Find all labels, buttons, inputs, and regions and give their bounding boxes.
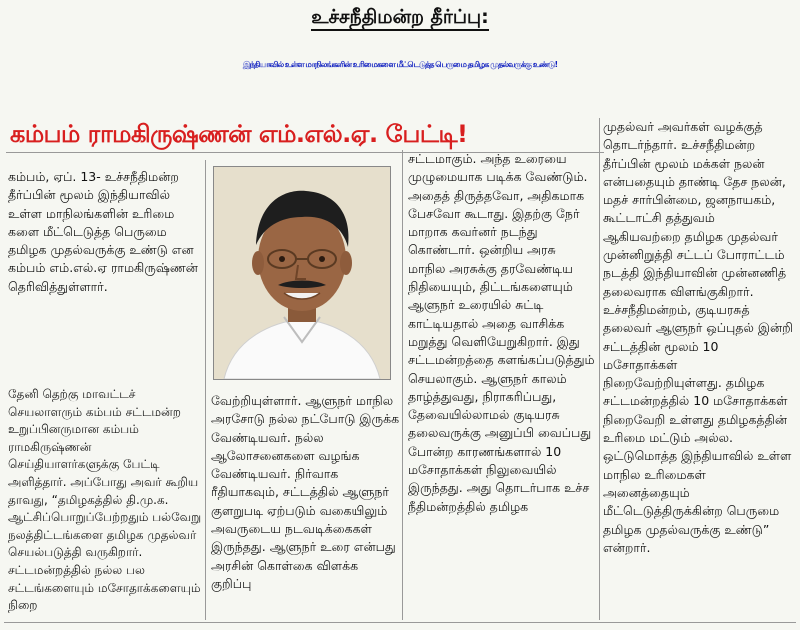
article-paragraph: முதல்வர் அவர்கள் வழக்குத் தொடர்ந்தார். உச்சநீதிமன்ற தீர்ப்பின் மூலம் மக்கள் நலன் என்பதையும் தாண்டி தேச நலன், மதச் சார்பின்மை, ஜனநாயகம், கூட்டாட்சி தத்துவம் ஆகியவற்றை தமிழக முதல்வர் முன்னிறுத்தி சட்டப் போராட்டம் நடத்தி இந்தியாவின் முன்னணித் தலைவராக விளங்குகிறார். உச்சநீதிமன்றம், குடியரசுத் தலைவர் ஆளுநர் ஒப்புதல் இன்றி சட்டத்தின் மூலம் 10 மசோதாக்கள் நிறைவேற்றியுள்ளது. தமிழக சட்டமன்றத்தில் 10 மசோதாக்கள் நிறைவேறி உள்ளது தமிழகத்தின் உரிமை மட்டும் அல்ல. ஒட்டுமொத்த இந்தியாவில் உள்ள மாநில உரிமைகள் அனைத்தையும் மீட்டெடுத்திருக்கின்ற பெருமை தமிழக முதல்வருக்கு உண்டு” என்றார். (603, 119, 793, 555)
kicker-text: உச்சநீதிமன்ற தீர்ப்பு: (311, 6, 488, 31)
bottom-rule (4, 622, 796, 623)
article-column-3 (408, 150, 596, 516)
article-paragraph: கம்பம், ஏப். 13- உச்சநீதிமன்ற தீர்ப்பின் மூலம் இந்தியாவில் உள்ள மாநிலங்களின் உரிமை களை மீட்டெடுத்த பெருமை தமிழக முதல்வருக்கு உண்டு என கம்பம் எம்.எல்.ஏ ராமகிருஷ்ணன் தெரிவித்துள்ளார். (8, 169, 198, 294)
person-portrait-image (214, 167, 390, 379)
column-divider (402, 150, 403, 620)
article-paragraph: சட்டமாகும். அந்த உரையை முழுமையாக படிக்க வேண்டும். அதைத் திருத்தவோ, அதிகமாக பேசவோ கூடாது. இதற்கு நேர் மாறாக கவர்னர் நடந்து கொண்டார். ஒன்றிய அரசு மாநில அரசுக்கு தரவேண்டிய நிதியையும், திட்டங்களையும் ஆளுநர் உரையில் சுட்டி காட்டியதால் அதை வாசிக்க மறுத்து வெளியேறுகிறார். இது சட்டமன்றத்தை களங்கப்படுத்தும் செயலாகும். ஆளுநர் காலம் தாழ்த்துவது, நிராகரிப்பது, தேவையில்லாமல் குடியரசு தலைவருக்கு அனுப்பி வைப்பது போன்ற காரணங்களால் 10 மசோதாக்கள் நிலுவையில் இருந்தது. அது தொடர்பாக உச்ச நீதிமன்றத்தில் தமிழக (408, 151, 595, 514)
article-column-1-body (8, 386, 202, 615)
article-column-1-lead (8, 168, 202, 296)
article-paragraph: வேற்றியுள்ளார். ஆளுநர் மாநில அரசோடு நல்ல நட்போடு இருக்க வேண்டியவர். நல்ல ஆலோசனைகளை வழங்க வேண்டியவர். நிர்வாக ரீதியாகவும், சட்டத்தில் ஆளுநர் குளறுபடி ஏற்படும் வகையிலும் அவருடைய நடவடிக்கைகள் இருந்தது. ஆளுநர் உரை என்பது அரசின் கொள்கை விளக்க குறிப்பு (211, 393, 400, 591)
portrait-photo (213, 166, 391, 380)
article-paragraph: தேனி தெற்கு மாவட்டச் செயலாளரும் கம்பம் சட்டமன்ற உறுப்பினருமான கம்பம் ராமகிருஷ்ணன் செய்தியாளர்களுக்கு பேட்டி அளித்தார். அப்போது அவர் கூறிய தாவது, “தமிழகத்தில் தி.மு.க. ஆட்சிப்பொறுப்பேற்றதும் பல்வேறு நலத்திட்டங்களை தமிழக முதல்வர் செயல்படுத்தி வருகிறார். சட்டமன்றத்தில் நல்ல பல சட்டங்களையும் மசோதாக்களையும் நிறை (8, 387, 202, 613)
headline: இந்தியாவில் உள்ள மாநிலங்களின் உரிமைகளை மீட்டெடுத்த பெருமை தமிழக முதல்வருக்கு உண்டு! (242, 60, 558, 69)
column-divider (205, 160, 206, 620)
column-divider (599, 118, 600, 620)
article-column-4 (603, 118, 795, 557)
kicker-heading (0, 6, 800, 31)
subheadline: கம்பம் ராமகிருஷ்ணன் எம்.எல்.ஏ. பேட்டி! (10, 120, 468, 148)
article-column-2 (211, 392, 401, 593)
